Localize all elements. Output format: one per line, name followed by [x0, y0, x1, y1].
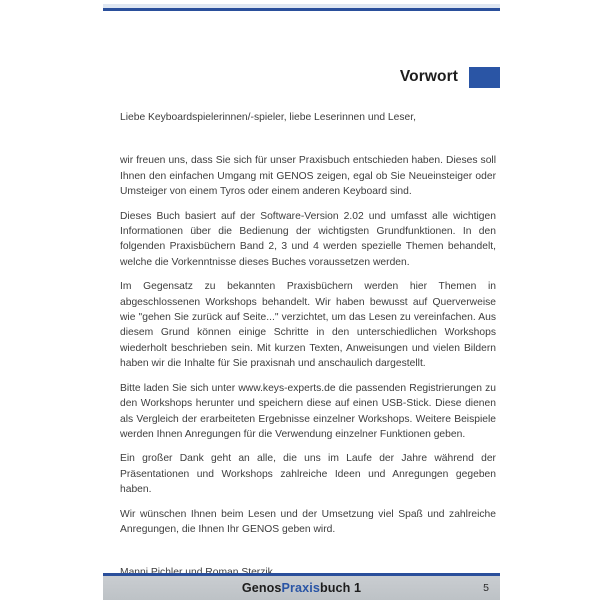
paragraph: Dieses Buch basiert auf der Software-Version 2.02 und umfasst alle wichtigen Informationen über die Bedienung der wichtigsten Grundfunktionen. In den folgenden Praxisbüchern Band 2, 3 und 4 werden spezielle Themen behandelt, welche die Vorkenntnisse dieses Buches voraussetzen werden. — [120, 210, 496, 268]
paragraph: Im Gegensatz zu bekannten Praxisbüchern werden hier Themen in abgeschlossenen Workshops behandelt. Wir haben bewusst auf Querverweise wie "gehen Sie zurück auf Seite..." verzichtet, um das Lesen zu vereinfachen. Aus diesem Grund können einige Schritte in den unterschiedlichen Workshops wiederholt beschrieben sein. Mit kurzen Texten, Anweisungen und vielen Bildern haben wir die Inhalte für Sie praxisnah und anschaulich dargestellt. — [120, 281, 496, 370]
header-rule-dark — [103, 8, 500, 11]
chapter-header — [103, 62, 500, 92]
paragraph: wir freuen uns, dass Sie sich für unser Praxisbuch entschieden haben. Dieses soll Ihnen den einfachen Umgang mit GENOS zeigen, egal ob Sie Neueinsteiger oder Umsteiger von einem Tyros oder einem anderen Keyboard sind. — [120, 155, 496, 198]
footer-title — [103, 576, 500, 600]
header-rule — [103, 4, 500, 12]
footer-title-part1: Genos — [241, 581, 282, 595]
chapter-marker-square — [469, 67, 500, 88]
paragraph: Ein großer Dank geht an alle, die uns im Laufe der Jahre während der Präsentationen und Workshops zahlreiche Ideen und Anregungen gegeben haben. — [120, 453, 496, 496]
salutation: Liebe Keyboardspielerinnen/-spieler, liebe Leserinnen und Leser, — [120, 112, 416, 123]
footer-title-part2: buch 1 — [319, 581, 362, 595]
paragraph: Wir wünschen Ihnen beim Lesen und der Umsetzung viel Spaß und zahlreiche Anregungen, die Ihnen Ihr GENOS geben wird. — [120, 508, 496, 535]
chapter-title: Vorwort — [399, 68, 458, 86]
page-footer — [103, 573, 500, 600]
page-number: 5 — [483, 582, 489, 594]
body-content — [120, 110, 496, 581]
footer-title-accent: Praxis — [281, 581, 320, 595]
paragraph: Bitte laden Sie sich unter www.keys-experts.de die passenden Registrierungen zu den Workshops herunter und speichern diese auf einen USB-Stick. Diese dienen als Vergleich der erarbeiteten Ergebnisse einzelner Workshops. Weitere Beispiele werden Ihnen Anregungen für die Verwendung einzelner Funktionen geben. — [120, 382, 496, 440]
